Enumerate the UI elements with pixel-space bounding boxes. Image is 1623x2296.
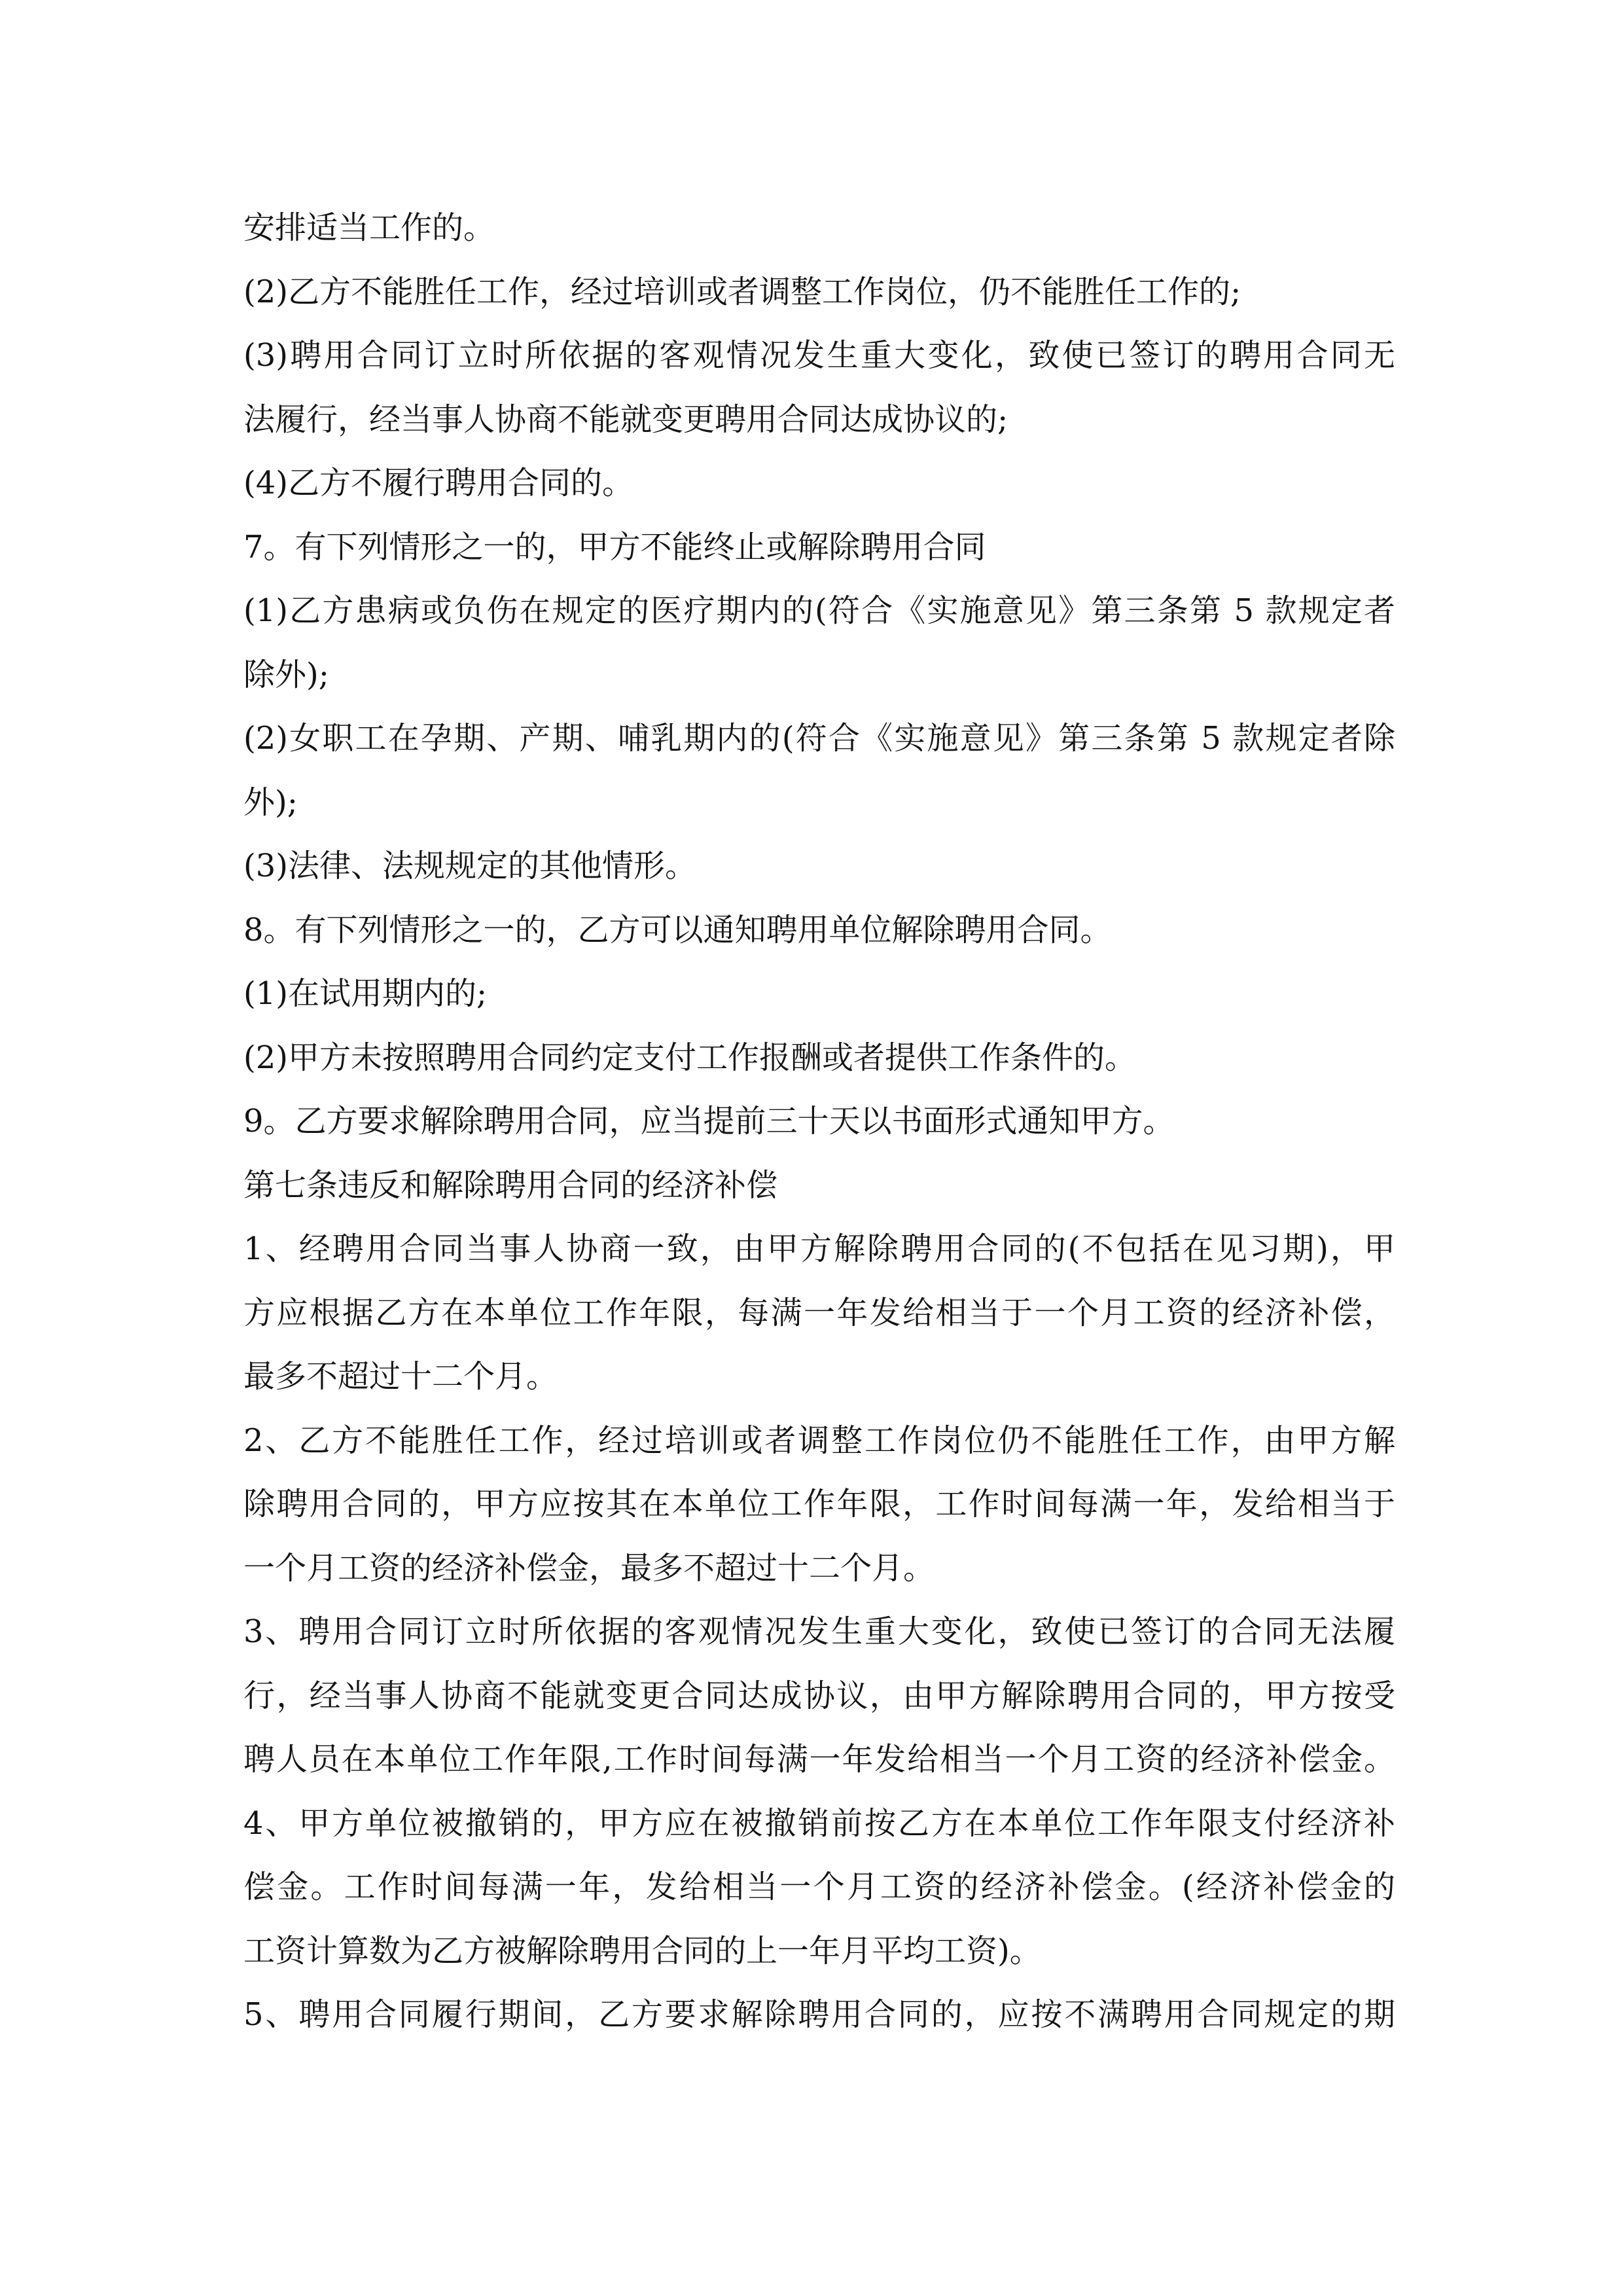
text-line: 9。乙方要求解除聘用合同，应当提前三十天以书面形式通知甲方。 bbox=[243, 1103, 1175, 1139]
text-line: 行，经当事人协商不能就变更合同达成协议，由甲方解除聘用合同的，甲方按受 bbox=[243, 1677, 1395, 1714]
text-line: 外); bbox=[243, 783, 298, 821]
text-line: 2、乙方不能胜任工作，经过培训或者调整工作岗位仍不能胜任工作，由甲方解 bbox=[243, 1422, 1395, 1459]
text-line: 最多不超过十二个月。 bbox=[243, 1358, 558, 1395]
text-line: 安排适当工作的。 bbox=[243, 209, 495, 246]
text-line: 除外); bbox=[243, 656, 329, 693]
text-line: 7。有下列情形之一的，甲方不能终止或解除聘用合同 bbox=[243, 528, 986, 565]
text-line: 1、经聘用合同当事人协商一致，由甲方解除聘用合同的(不包括在见习期)，甲 bbox=[243, 1230, 1395, 1267]
section-heading: 第七条违反和解除聘用合同的经济补偿 bbox=[243, 1166, 778, 1204]
text-line: 工资计算数为乙方被解除聘用合同的上一年月平均工资)。 bbox=[243, 1932, 1041, 1969]
text-line: 3、聘用合同订立时所依据的客观情况发生重大变化，致使已签订的合同无法履 bbox=[243, 1613, 1395, 1650]
text-line: 法履行，经当事人协商不能就变更聘用合同达成协议的; bbox=[243, 401, 1008, 438]
text-line: (1)在试用期内的; bbox=[243, 975, 488, 1012]
text-line: 偿金。工作时间每满一年，发给相当一个月工资的经济补偿金。(经济补偿金的 bbox=[243, 1869, 1395, 1905]
text-line: (1)乙方患病或负伤在规定的医疗期内的(符合《实施意见》第三条第 5 款规定者 bbox=[243, 592, 1395, 629]
text-line: 聘人员在本单位工作年限,工作时间每满一年发给相当一个月工资的经济补偿金。 bbox=[243, 1741, 1395, 1778]
text-line: (2)女职工在孕期、产期、哺乳期内的(符合《实施意见》第三条第 5 款规定者除 bbox=[243, 720, 1395, 757]
text-line: 8。有下列情形之一的，乙方可以通知聘用单位解除聘用合同。 bbox=[243, 911, 1112, 948]
text-line: 方应根据乙方在本单位工作年限，每满一年发给相当于一个月工资的经济补偿， bbox=[243, 1294, 1395, 1331]
text-line: (3)法律、法规规定的其他情形。 bbox=[243, 848, 696, 884]
text-line: (3)聘用合同订立时所依据的客观情况发生重大变化，致使已签订的聘用合同无 bbox=[243, 337, 1395, 374]
text-line: (4)乙方不履行聘用合同的。 bbox=[243, 465, 633, 501]
text-line: 5、聘用合同履行期间，乙方要求解除聘用合同的，应按不满聘用合同规定的期 bbox=[243, 1996, 1395, 2033]
contract-text bbox=[243, 196, 1395, 2047]
text-line: 一个月工资的经济补偿金，最多不超过十二个月。 bbox=[243, 1549, 935, 1587]
text-line: 除聘用合同的，甲方应按其在本单位工作年限，工作时间每满一年，发给相当于 bbox=[243, 1486, 1395, 1522]
text-line: (2)甲方未按照聘用合同约定支付工作报酬或者提供工作条件的。 bbox=[243, 1039, 1136, 1076]
text-line: 4、甲方单位被撤销的，甲方应在被撤销前按乙方在本单位工作年限支付经济补 bbox=[243, 1804, 1395, 1842]
text-line: (2)乙方不能胜任工作，经过培训或者调整工作岗位，仍不能胜任工作的; bbox=[243, 273, 1241, 310]
